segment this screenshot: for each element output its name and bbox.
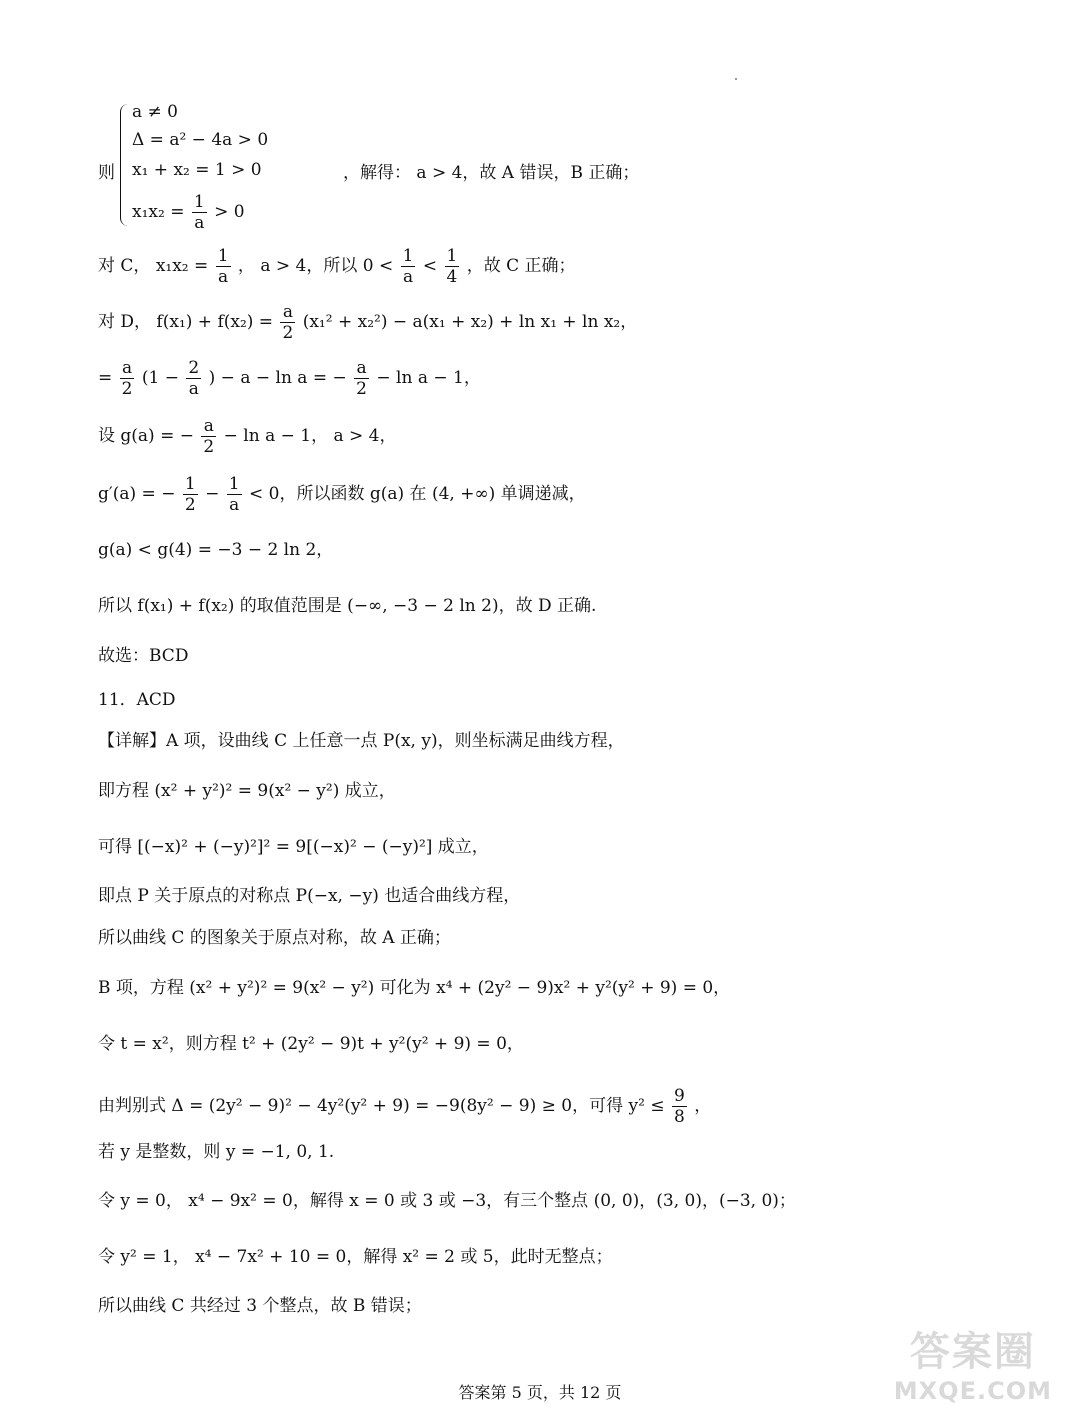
fraction (183, 474, 198, 515)
text-segment: − (205, 484, 220, 504)
text-segment: ，故 C 正确； (466, 256, 576, 276)
numerator: 1 (184, 474, 196, 494)
fraction (445, 246, 460, 287)
fraction (354, 358, 369, 399)
denominator: a (188, 379, 199, 399)
system-row-4-right: > 0 (214, 202, 245, 222)
fraction (216, 246, 231, 287)
text-segment: ) − a − ln a = − (208, 368, 347, 388)
fraction (186, 358, 201, 399)
denominator: 4 (446, 267, 458, 287)
denominator: 2 (203, 437, 215, 457)
denominator: a (402, 267, 414, 287)
text-segment: g′(a) = − (98, 484, 176, 504)
fraction (401, 246, 416, 287)
line-integer-y: 若 y 是整数，则 y = −1, 0, 1. (98, 1142, 335, 1162)
system-row-4-left: x₁x₂ = (132, 202, 185, 222)
left-brace (120, 104, 129, 226)
line-answer-choice: 故选：BCD (98, 646, 189, 666)
line-let-t: 令 t = x²，则方程 t² + (2y² − 9)t + y²(y² + 9) = 0， (98, 1034, 524, 1054)
denominator: 2 (356, 379, 367, 399)
line-y-zero: 令 y = 0， x⁴ − 9x² = 0，解得 x = 0 或 3 或 −3，有三个整点 (0, 0)，(3, 0)，(−3, 0)； (98, 1191, 796, 1211)
fraction (280, 302, 295, 343)
line-substitution: 可得 [(−x)² + (−y)²]² = 9[(−x)² − (−y)²] 成立， (98, 837, 489, 857)
text-segment: ， a > 4，所以 0 < (237, 256, 394, 276)
fraction (227, 474, 242, 515)
denominator: 2 (282, 323, 294, 343)
fraction (201, 416, 216, 457)
text-segment: (1 − (141, 368, 179, 388)
denominator: a (194, 213, 205, 233)
watermark-url: MXQE.COM (893, 1377, 1052, 1405)
text-segment: (x₁² + x₂²) − a(x₁ + x₂) + ln x₁ + ln x₂， (302, 312, 638, 332)
system-row-1: a ≠ 0 (132, 102, 179, 122)
line-y-squared-one: 令 y² = 1， x⁴ − 7x² + 10 = 0，解得 x² = 2 或 5，此时无整点； (98, 1247, 613, 1267)
text-segment: < (422, 256, 438, 276)
text-segment: 设 g(a) = − (98, 426, 194, 446)
line-question-11: 11．ACD (98, 690, 176, 710)
system-row-4 (132, 192, 245, 233)
text-segment: ， (694, 1096, 712, 1116)
text-segment: 对 C， x₁x₂ = (98, 256, 209, 276)
numerator: 1 (217, 246, 229, 266)
line-detail-a: 【详解】A 项，设曲线 C 上任意一点 P(x, y)，则坐标满足曲线方程， (98, 731, 625, 751)
numerator: 1 (402, 246, 414, 266)
line-part-d-2 (98, 358, 481, 399)
fraction (120, 358, 135, 399)
denominator: a (218, 267, 229, 287)
line-symmetry-conclusion: 所以曲线 C 的图象关于原点对称，故 A 正确； (98, 928, 451, 948)
numerator: 1 (193, 192, 205, 212)
line-symmetric-point: 即点 P 关于原点的对称点 P(−x, −y) 也适合曲线方程， (98, 886, 521, 906)
numerator: a (201, 416, 216, 437)
text-segment: − ln a − 1， (376, 368, 481, 388)
line-part-b: B 项，方程 (x² + y²)² = 9(x² − y²) 可化为 x⁴ + (2y² − 9)x² + y²(y² + 9) = 0， (98, 978, 731, 998)
system-conclusion: ，解得： a > 4，故 A 错误，B 正确； (343, 163, 640, 183)
fraction (672, 1086, 687, 1127)
denominator: a (229, 495, 240, 515)
line-part-c (98, 246, 576, 287)
line-range-conclusion: 所以 f(x₁) + f(x₂) 的取值范围是 (−∞, −3 − 2 ln 2)，故 D 正确. (98, 596, 597, 616)
watermark-text: 答案圈 (909, 1329, 1036, 1375)
fraction (192, 192, 207, 233)
system-prefix: 则 (98, 163, 115, 183)
numerator: a (280, 302, 295, 323)
system-row-3: x₁ + x₂ = 1 > 0 (132, 160, 262, 180)
line-equation: 即方程 (x² + y²)² = 9(x² − y²) 成立， (98, 781, 396, 801)
line-part-d-1 (98, 302, 637, 343)
numerator: a (354, 358, 369, 379)
numerator: 1 (446, 246, 458, 266)
system-row-2: Δ = a² − 4a > 0 (132, 130, 269, 150)
numerator: a (120, 358, 135, 379)
line-g-bound: g(a) < g(4) = −3 − 2 ln 2， (98, 540, 334, 560)
watermark-logo (894, 1320, 1052, 1405)
line-derivative-g (98, 474, 586, 515)
text-segment: 由判别式 Δ = (2y² − 9)² − 4y²(y² + 9) = −9(8y² − 9) ≥ 0，可得 y² ≤ (98, 1096, 665, 1116)
stray-dot (735, 78, 737, 80)
denominator: 2 (184, 495, 196, 515)
text-segment: 对 D， f(x₁) + f(x₂) = (98, 312, 274, 332)
denominator: 8 (673, 1107, 685, 1127)
numerator: 1 (228, 474, 240, 494)
numerator: 2 (188, 358, 200, 378)
line-discriminant (98, 1086, 711, 1127)
text-segment: < 0，所以函数 g(a) 在 (4, +∞) 单调递减， (248, 484, 586, 504)
denominator: 2 (121, 379, 133, 399)
line-part-b-conclusion: 所以曲线 C 共经过 3 个整点，故 B 错误； (98, 1296, 422, 1316)
numerator: 9 (673, 1086, 685, 1106)
page-footer: 答案第 5 页，共 12 页 (458, 1383, 622, 1402)
text-segment: − ln a − 1， a > 4， (223, 426, 397, 446)
text-segment: = (98, 368, 113, 388)
line-define-g (98, 416, 396, 457)
